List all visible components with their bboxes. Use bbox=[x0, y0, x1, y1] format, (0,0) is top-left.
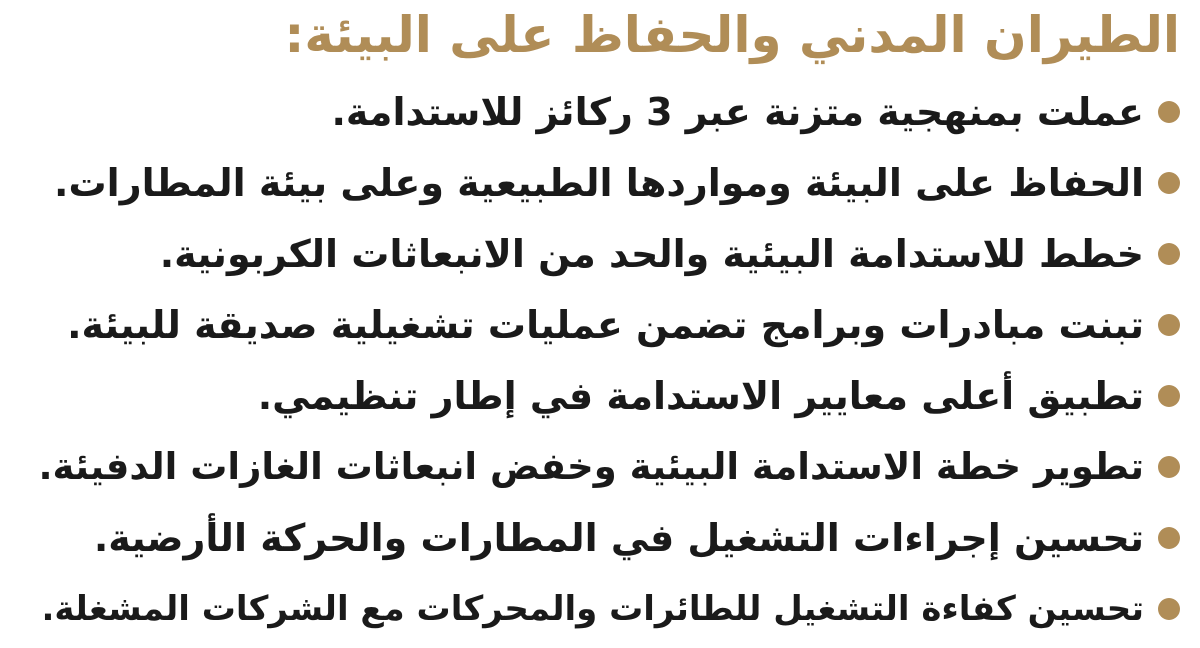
list-item bbox=[10, 289, 1180, 360]
list-item bbox=[10, 360, 1180, 431]
bullet-text: تطبيق أعلى معايير الاستدامة في إطار تنظيمي. bbox=[257, 373, 1144, 418]
list-item bbox=[10, 76, 1180, 147]
bullet-text: تبنت مبادرات وبرامج تضمن عمليات تشغيلية صديقة للبيئة. bbox=[67, 302, 1144, 347]
bullet-dot-icon bbox=[1158, 456, 1180, 478]
bullet-dot-icon bbox=[1158, 385, 1180, 407]
bullet-text: تطوير خطة الاستدامة البيئية وخفض انبعاثات الغازات الدفيئة. bbox=[38, 445, 1144, 488]
bullet-text: عملت بمنهجية متزنة عبر 3 ركائز للاستدامة. bbox=[331, 89, 1144, 134]
list-item bbox=[10, 431, 1180, 502]
bullet-list bbox=[10, 76, 1180, 644]
bullet-text: خطط للاستدامة البيئية والحد من الانبعاثات الكربونية. bbox=[159, 231, 1144, 276]
bullet-dot-icon bbox=[1158, 314, 1180, 336]
bullet-text: تحسين إجراءات التشغيل في المطارات والحركة الأرضية. bbox=[93, 515, 1144, 560]
bullet-dot-icon bbox=[1158, 101, 1180, 123]
list-item bbox=[10, 502, 1180, 573]
bullet-text: تحسين كفاءة التشغيل للطائرات والمحركات مع الشركات المشغلة. bbox=[41, 588, 1144, 629]
list-item bbox=[10, 573, 1180, 644]
page-title: الطيران المدني والحفاظ على البيئة: bbox=[284, 6, 1180, 64]
list-item bbox=[10, 147, 1180, 218]
list-item bbox=[10, 218, 1180, 289]
bullet-dot-icon bbox=[1158, 243, 1180, 265]
bullet-dot-icon bbox=[1158, 598, 1180, 620]
bullet-text: الحفاظ على البيئة ومواردها الطبيعية وعلى بيئة المطارات. bbox=[54, 160, 1144, 205]
bullet-dot-icon bbox=[1158, 172, 1180, 194]
bullet-dot-icon bbox=[1158, 527, 1180, 549]
